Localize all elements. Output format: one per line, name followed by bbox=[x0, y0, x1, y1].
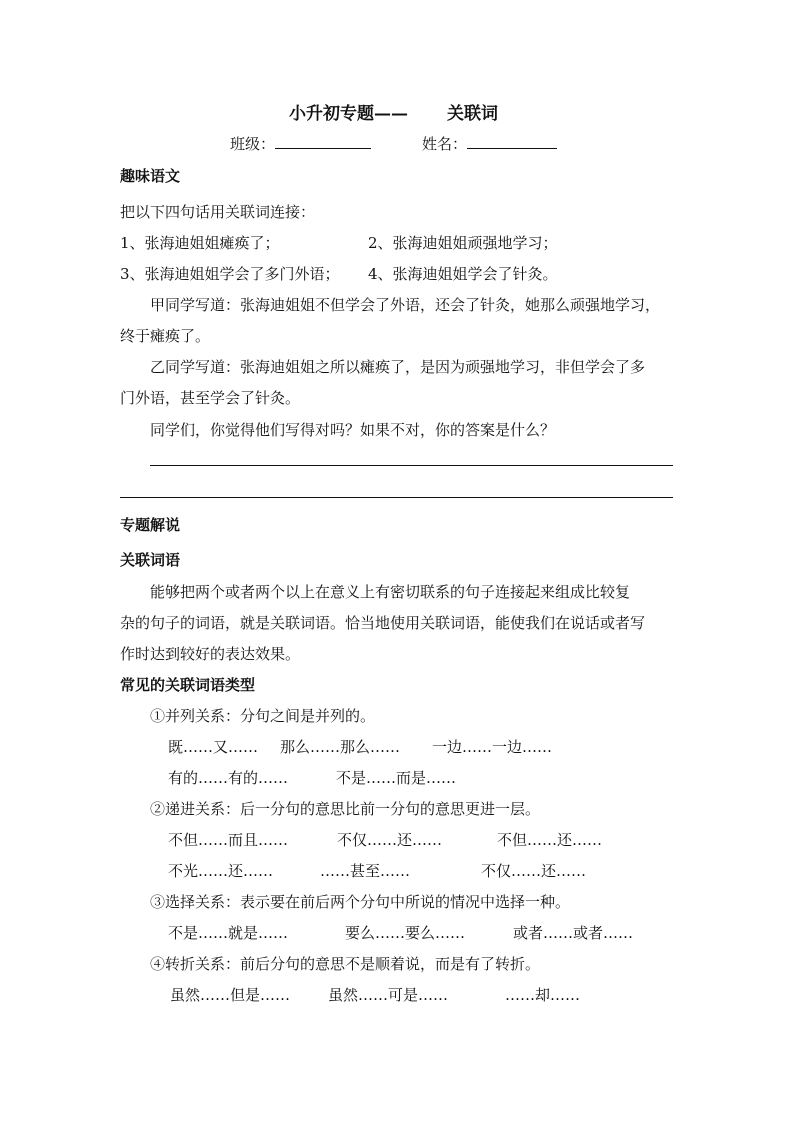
answer-yi: 乙同学写道：张海迪姐姐之所以瘫痪了，是因为顽强地学习，非但学会了多 bbox=[150, 358, 646, 376]
sentence-item: 3、张海迪姐姐学会了多门外语； bbox=[120, 265, 340, 283]
page-title: 小升初专题—— bbox=[289, 104, 408, 124]
conjunction-pair: ……却…… bbox=[505, 986, 581, 1004]
types-heading: 常见的关联词语类型 bbox=[120, 676, 256, 694]
type-description: ②递进关系：后一分句的意思比前一分句的意思更进一层。 bbox=[150, 800, 541, 818]
section-divider bbox=[120, 497, 673, 498]
conjunction-pair: 要么……要么…… bbox=[345, 924, 466, 942]
question: 同学们，你觉得他们写得对吗？如果不对，你的答案是什么？ bbox=[150, 421, 556, 439]
conjunction-pair: 既……又…… bbox=[168, 738, 259, 756]
class-label: 班级： bbox=[230, 135, 276, 153]
answer-jia-cont: 终于瘫痪了。 bbox=[120, 327, 211, 345]
conjunction-pair: 不但……而且…… bbox=[168, 831, 289, 849]
conjunction-pair: 不是……而是…… bbox=[336, 769, 457, 787]
section-heading-explain: 专题解说 bbox=[120, 516, 181, 534]
definition-paragraph: 杂的句子的词语，就是关联词语。恰当地使用关联词语，能使我们在说话或者写 bbox=[120, 614, 646, 632]
conjunction-pair: 那么……那么…… bbox=[280, 738, 401, 756]
definition-paragraph: 作时达到较好的表达效果。 bbox=[120, 645, 301, 663]
answer-jia: 甲同学写道：张海迪姐姐不但学会了外语，还会了针灸，她那么顽强地学习， bbox=[150, 296, 661, 314]
name-field bbox=[422, 134, 557, 154]
name-blank[interactable] bbox=[467, 134, 557, 149]
section-heading-fun: 趣味语文 bbox=[120, 167, 181, 185]
instruction: 把以下四句话用关联词连接： bbox=[120, 203, 316, 221]
name-label: 姓名： bbox=[422, 135, 468, 153]
answer-yi-cont: 门外语，甚至学会了针灸。 bbox=[120, 389, 301, 407]
conjunction-pair: 不光……还…… bbox=[168, 862, 274, 880]
conjunction-pair: 有的……有的…… bbox=[168, 769, 289, 787]
sentence-item: 2、张海迪姐姐顽强地学习； bbox=[368, 234, 558, 252]
conjunction-pair: 虽然……可是…… bbox=[328, 986, 449, 1004]
class-blank[interactable] bbox=[275, 134, 371, 149]
conjunction-pair: 一边……一边…… bbox=[432, 738, 553, 756]
conjunction-pair: 虽然……但是…… bbox=[170, 986, 291, 1004]
definition-paragraph: 能够把两个或者两个以上在意义上有密切联系的句子连接起来组成比较复 bbox=[150, 583, 631, 601]
conjunction-pair: 不仅……还…… bbox=[337, 831, 443, 849]
answer-line[interactable] bbox=[150, 465, 673, 466]
conjunction-pair: 或者……或者…… bbox=[513, 924, 634, 942]
class-field bbox=[230, 134, 371, 154]
conjunction-pair: ……甚至…… bbox=[320, 862, 411, 880]
page-subtitle: 关联词 bbox=[447, 104, 498, 124]
sub-heading-conjunctions: 关联词语 bbox=[120, 551, 181, 569]
conjunction-pair: 不是……就是…… bbox=[168, 924, 289, 942]
sentence-item: 4、张海迪姐姐学会了针灸。 bbox=[368, 265, 558, 283]
conjunction-pair: 不但……还…… bbox=[497, 831, 603, 849]
conjunction-pair: 不仅……还…… bbox=[481, 862, 587, 880]
sentence-item: 1、张海迪姐姐瘫痪了； bbox=[120, 234, 280, 252]
type-description: ④转折关系：前后分句的意思不是顺着说，而是有了转折。 bbox=[150, 955, 541, 973]
type-description: ①并列关系：分句之间是并列的。 bbox=[150, 707, 376, 725]
type-description: ③选择关系：表示要在前后两个分句中所说的情况中选择一种。 bbox=[150, 893, 571, 911]
